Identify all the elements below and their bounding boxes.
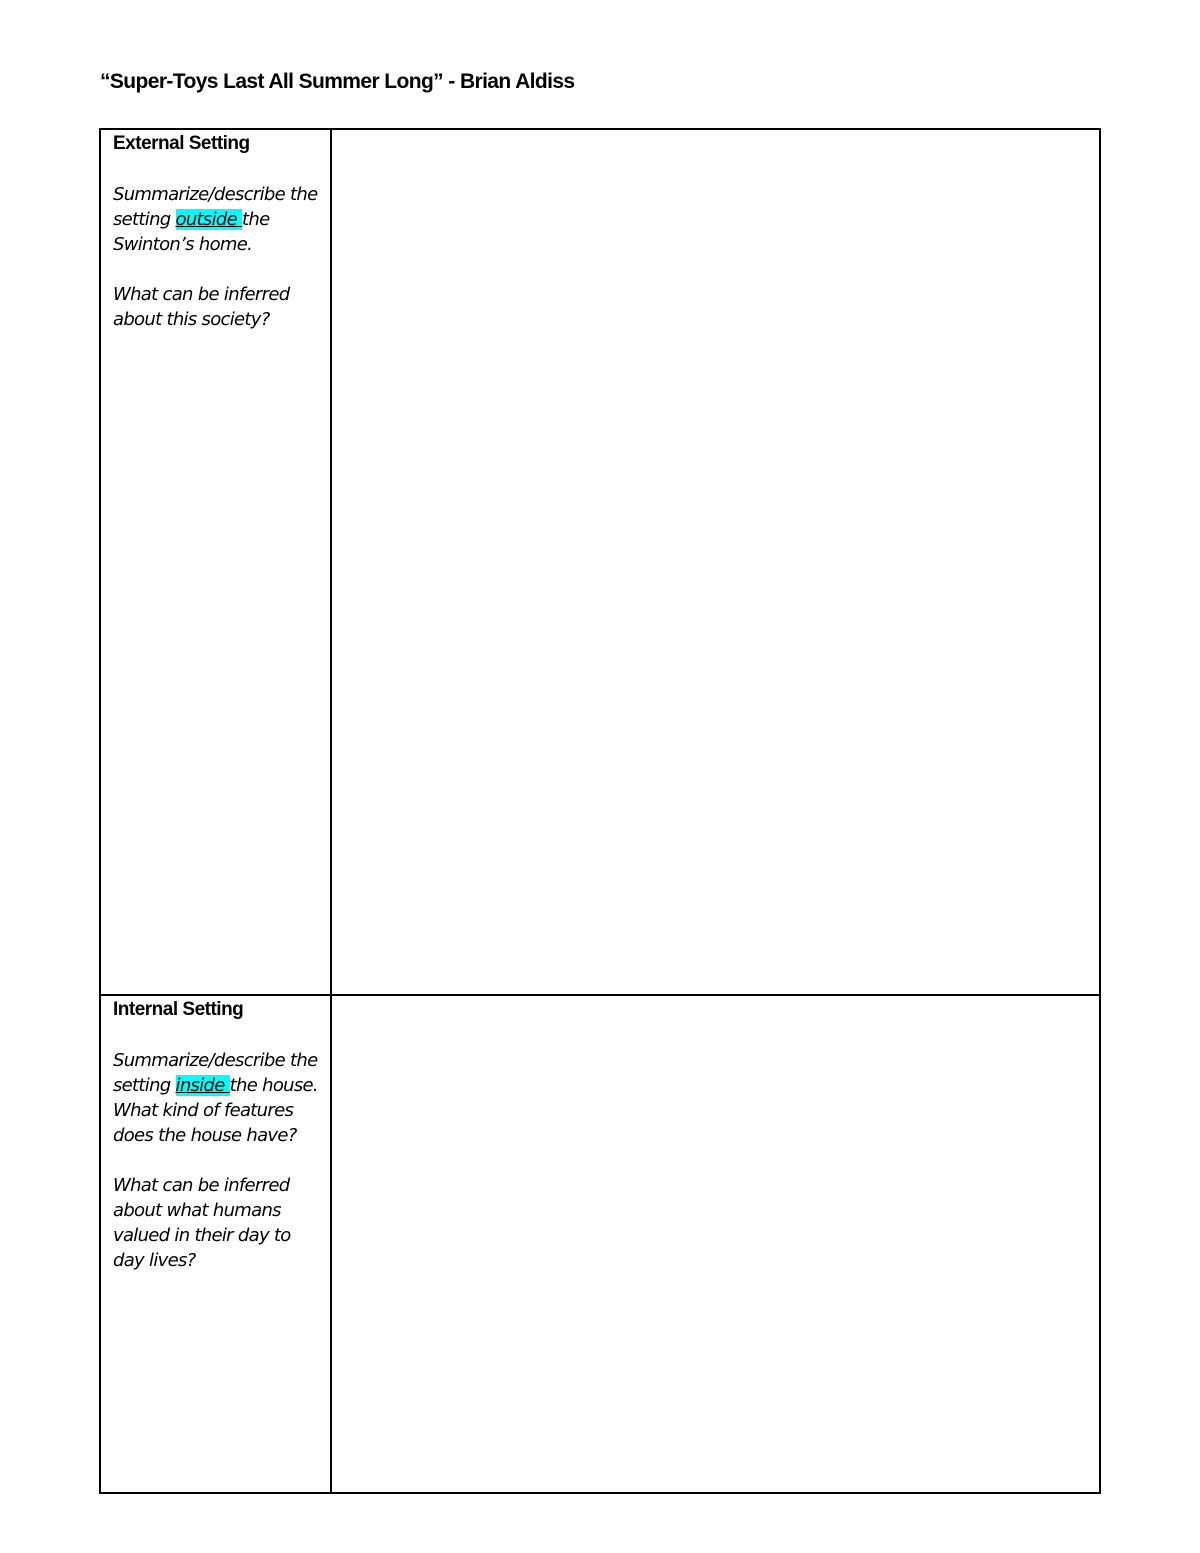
external-setting-heading: External Setting	[113, 133, 250, 154]
external-prompt-text-before: Summarize/describe the setting	[113, 184, 318, 230]
document-title: “Super-Toys Last All Summer Long” - Brian Aldiss	[100, 70, 575, 93]
external-setting-prompt-infer: What can be inferred about this society?	[113, 284, 290, 330]
external-setting-prompt-cell	[100, 129, 331, 995]
external-setting-prompt-summarize	[113, 182, 320, 257]
internal-prompt-highlight: inside	[175, 1075, 230, 1096]
internal-setting-heading: Internal Setting	[113, 999, 244, 1020]
internal-setting-prompt-cell	[100, 995, 331, 1493]
internal-setting-prompt-infer: What can be inferred about what humans valued in their day to day lives?	[113, 1175, 291, 1271]
external-prompt-text-after: the Swinton’s home.	[113, 209, 270, 255]
internal-prompt-text-before: Summarize/describe the setting	[113, 1050, 318, 1096]
internal-prompt-text-after: the house. What kind of features does the house have?	[113, 1075, 318, 1146]
internal-setting-prompt-summarize	[113, 1048, 320, 1148]
external-setting-answer-cell[interactable]	[331, 129, 1100, 995]
internal-setting-row	[100, 995, 1100, 1493]
worksheet-table	[99, 128, 1101, 1494]
external-setting-row	[100, 129, 1100, 995]
external-prompt-highlight: outside	[175, 209, 243, 230]
internal-setting-answer-cell[interactable]	[331, 995, 1100, 1493]
